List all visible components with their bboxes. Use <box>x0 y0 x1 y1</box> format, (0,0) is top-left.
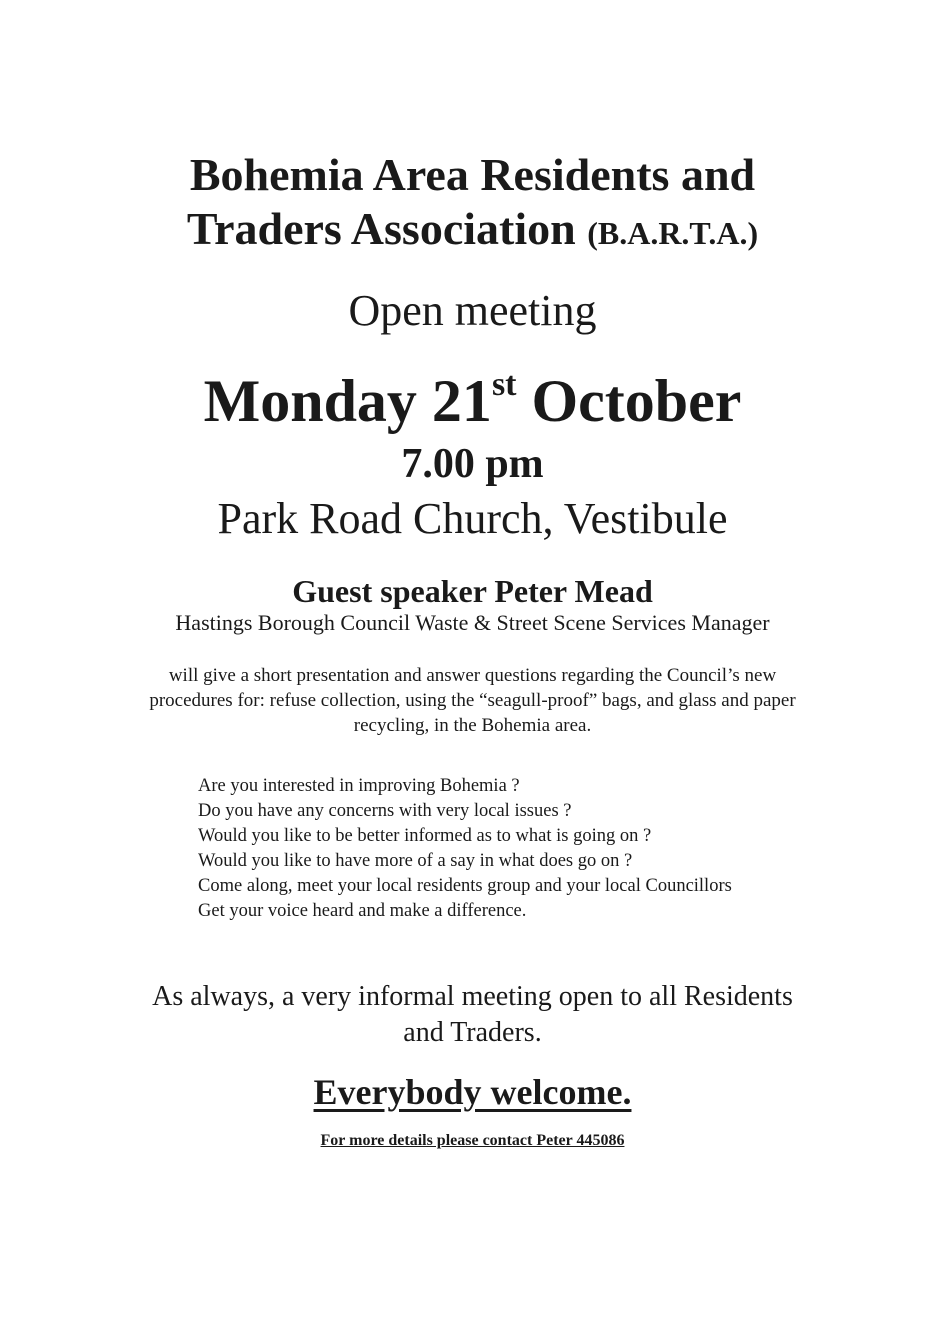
presentation-line-3: recycling, in the Bohemia area. <box>353 715 592 736</box>
question-list <box>198 774 732 924</box>
presentation-line-2: procedures for: refuse collection, using the “seagull-proof” bags, and glass and paper <box>149 690 796 711</box>
guest-speaker: Guest speaker Peter Mead <box>292 573 653 609</box>
speaker-role: Hastings Borough Council Waste & Street Scene Services Manager <box>175 610 770 635</box>
date-month: October <box>531 368 742 434</box>
association-name: Traders Association <box>186 203 576 254</box>
association-name-line-2 <box>0 202 945 260</box>
meeting-venue: Park Road Church, Vestibule <box>217 494 728 543</box>
meeting-date <box>0 366 945 446</box>
closing-line-2: and Traders. <box>403 1017 542 1048</box>
meeting-type: Open meeting <box>348 286 597 335</box>
question-item: Get your voice heard and make a difference. <box>198 901 527 921</box>
presentation-line-1: will give a short presentation and answer questions regarding the Council’s new <box>168 665 777 686</box>
association-abbreviation: (B.A.R.T.A.) <box>587 215 759 251</box>
association-name-line-1: Bohemia Area Residents and <box>189 149 756 200</box>
question-item: Do you have any concerns with very local issues ? <box>198 801 572 821</box>
date-weekday-day: Monday 21 <box>203 368 492 434</box>
date-ordinal-suffix: st <box>491 366 517 403</box>
question-item: Would you like to have more of a say in what does go on ? <box>198 851 633 871</box>
welcome-message: Everybody welcome. <box>313 1072 632 1112</box>
question-item: Come along, meet your local residents group and your local Councillors <box>198 876 732 896</box>
question-item: Are you interested in improving Bohemia ? <box>198 776 520 796</box>
question-item: Would you like to be better informed as to what is going on ? <box>198 826 652 846</box>
meeting-time: 7.00 pm <box>401 441 544 487</box>
contact-details: For more details please contact Peter 445086 <box>320 1132 625 1149</box>
closing-line-1: As always, a very informal meeting open to all Residents <box>152 981 793 1012</box>
